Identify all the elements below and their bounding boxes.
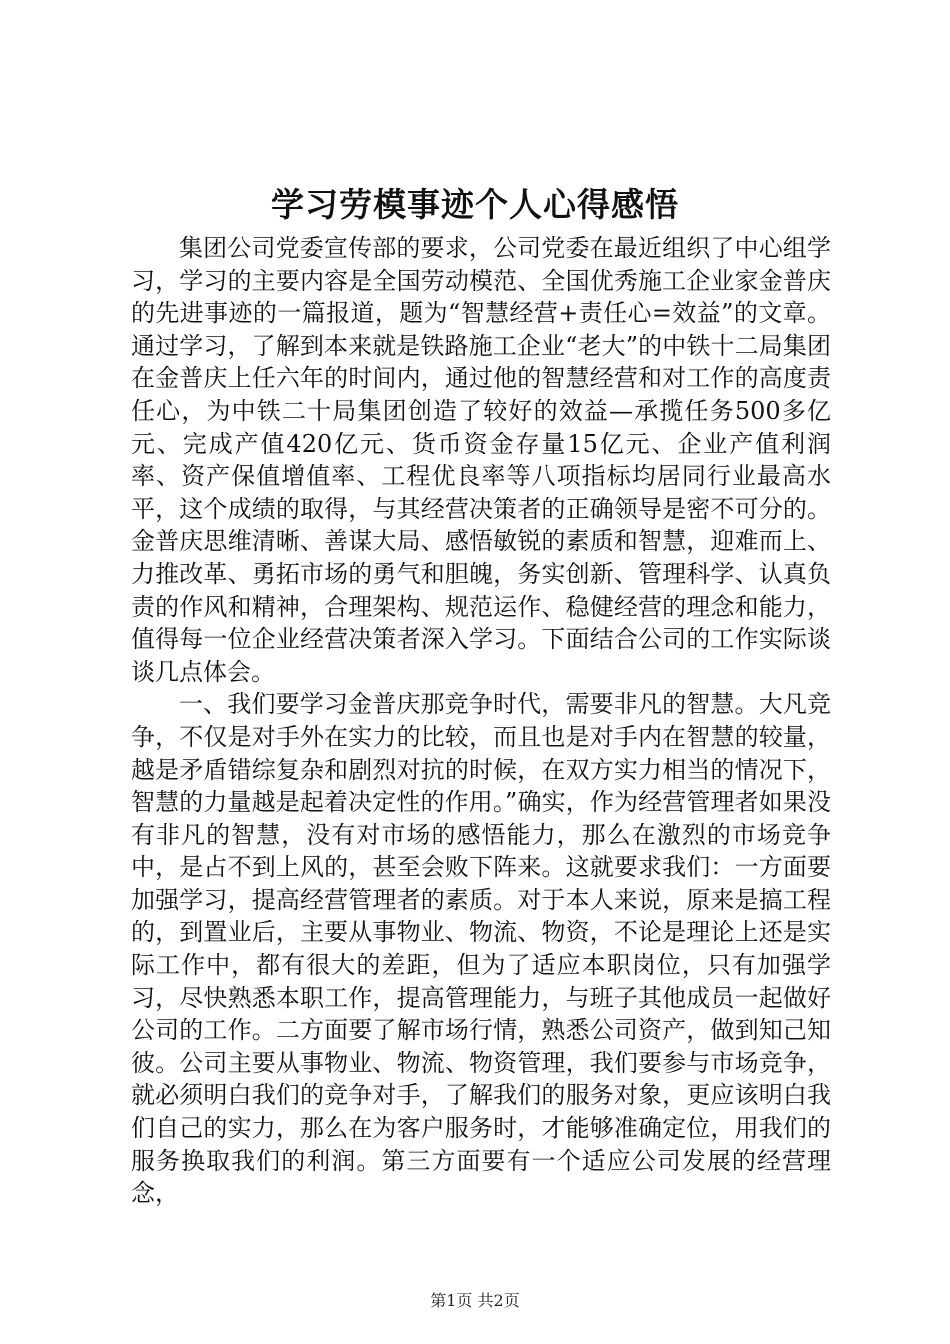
paragraph-intro: 集团公司党委宣传部的要求，公司党委在最近组织了中心组学习，学习的主要内容是全国劳动模范、全国优秀施工企业家金普庆的先进事迹的一篇报道，题为“智慧经营+责任心=效益”的文章。通过学习，了解到本来就是铁路施工企业“老大”的中铁十二局集团在金普庆上任六年的时间内，通过他的智慧经营和对工作的高度责任心，为中铁二十局集团创造了较好的效益—承揽任务500多亿元、完成产值420亿元、货币资金存量15亿元、企业产值利润率、资产保值增值率、工程优良率等八项指标均居同行业最高水平，这个成绩的取得，与其经营决策者的正确领导是密不可分的。金普庆思维清晰、善谋大局、感悟敏锐的素质和智慧，迎难而上、力推改革、勇拓市场的勇气和胆魄，务实创新、管理科学、认真负责的作风和精神，合理架构、规范运作、稳健经营的理念和能力，值得每一位企业经营决策者深入学习。下面结合公司的工作实际谈谈几点体会。 — [131, 234, 831, 686]
paragraph-point-one: 一、我们要学习金普庆那竞争时代，需要非凡的智慧。大凡竞争，不仅是对手外在实力的比较，而且也是对手内在智慧的较量，越是矛盾错综复杂和剧烈对抗的时候，在双方实力相当的情况下，智慧的力量越是起着决定性的作用。”确实，作为经营管理者如果没有非凡的智慧，没有对市场的感悟能力，那么在激烈的市场竞争中，是占不到上风的，甚至会败下阵来。这就要求我们：一方面要加强学习，提高经营管理者的素质。对于本人来说，原来是搞工程的，到置业后，主要从事物业、物流、物资，不论是理论上还是实际工作中，都有很大的差距，但为了适应本职岗位，只有加强学习，尽快熟悉本职工作，提高管理能力，与班子其他成员一起做好公司的工作。二方面要了解市场行情，熟悉公司资产，做到知己知彼。公司主要从事物业、物流、物资管理，我们要参与市场竞争，就必须明白我们的竞争对手，了解我们的服务对象，更应该明白我们自己的实力，那么在为客户服务时，才能够准确定位，用我们的服务换取我们的利润。第三方面要有一个适应公司发展的经营理念， — [131, 690, 831, 1208]
page-number-footer: 第1页 共2页 — [430, 1291, 520, 1310]
document-title: 学习劳模事迹个人心得感悟 — [271, 185, 679, 224]
document-body — [131, 232, 831, 1210]
